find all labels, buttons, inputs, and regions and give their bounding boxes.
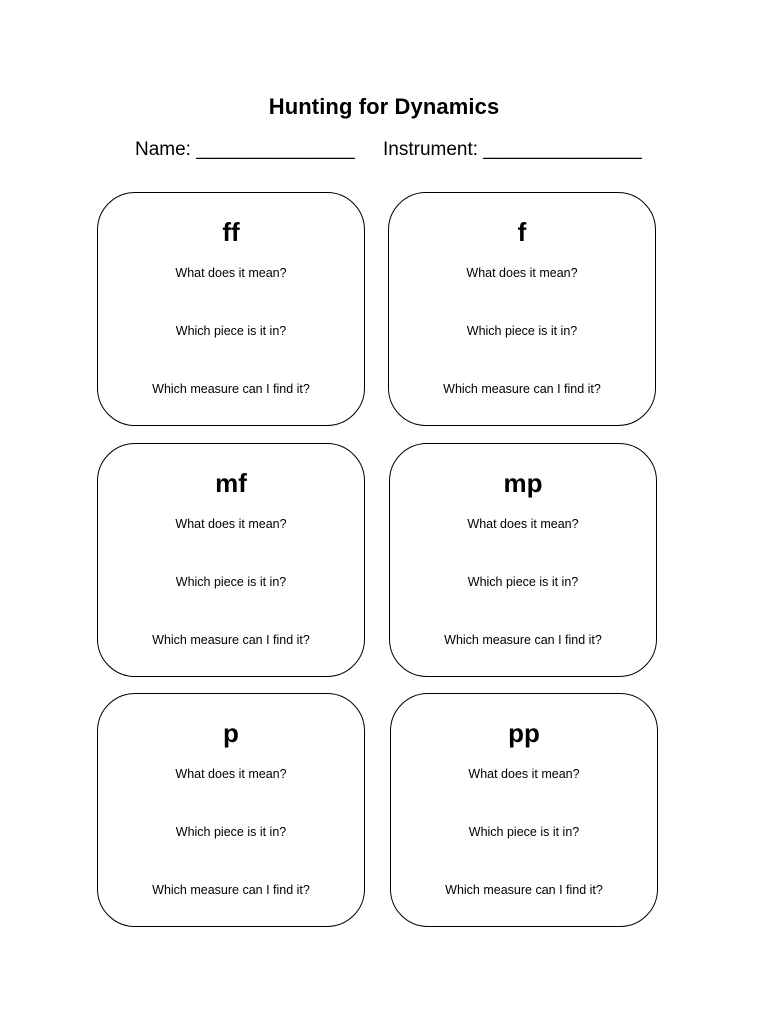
card-symbol: ff	[222, 217, 240, 247]
card-question-meaning: What does it mean?	[466, 266, 578, 280]
dynamics-card-p	[97, 693, 365, 927]
card-question-piece: Which piece is it in?	[466, 324, 578, 338]
card-question-measure: Which measure can I find it?	[152, 633, 310, 647]
dynamics-card-f	[388, 192, 656, 426]
card-symbol: mf	[215, 468, 247, 498]
card-symbol: mp	[503, 468, 543, 498]
card-symbol: f	[517, 217, 527, 247]
dynamics-card-pp	[390, 693, 658, 927]
card-symbol: p	[223, 718, 239, 748]
instrument-field: Instrument: _______________	[383, 139, 642, 160]
card-question-meaning: What does it mean?	[175, 767, 287, 781]
card-question-piece: Which piece is it in?	[175, 575, 287, 589]
card-question-measure: Which measure can I find it?	[152, 883, 310, 897]
card-symbol: pp	[508, 718, 540, 748]
card-question-piece: Which piece is it in?	[175, 324, 287, 338]
card-question-meaning: What does it mean?	[175, 266, 287, 280]
page-title: Hunting for Dynamics	[268, 94, 500, 119]
card-question-piece: Which piece is it in?	[468, 825, 580, 839]
card-question-meaning: What does it mean?	[467, 517, 579, 531]
card-question-meaning: What does it mean?	[175, 517, 287, 531]
card-question-measure: Which measure can I find it?	[445, 883, 603, 897]
card-question-meaning: What does it mean?	[468, 767, 580, 781]
card-question-measure: Which measure can I find it?	[444, 633, 602, 647]
card-question-piece: Which piece is it in?	[467, 575, 579, 589]
dynamics-card-ff	[97, 192, 365, 426]
dynamics-card-mp	[389, 443, 657, 677]
card-question-measure: Which measure can I find it?	[152, 382, 310, 396]
name-field: Name: _______________	[135, 139, 355, 160]
dynamics-card-mf	[97, 443, 365, 677]
card-question-piece: Which piece is it in?	[175, 825, 287, 839]
card-question-measure: Which measure can I find it?	[443, 382, 601, 396]
